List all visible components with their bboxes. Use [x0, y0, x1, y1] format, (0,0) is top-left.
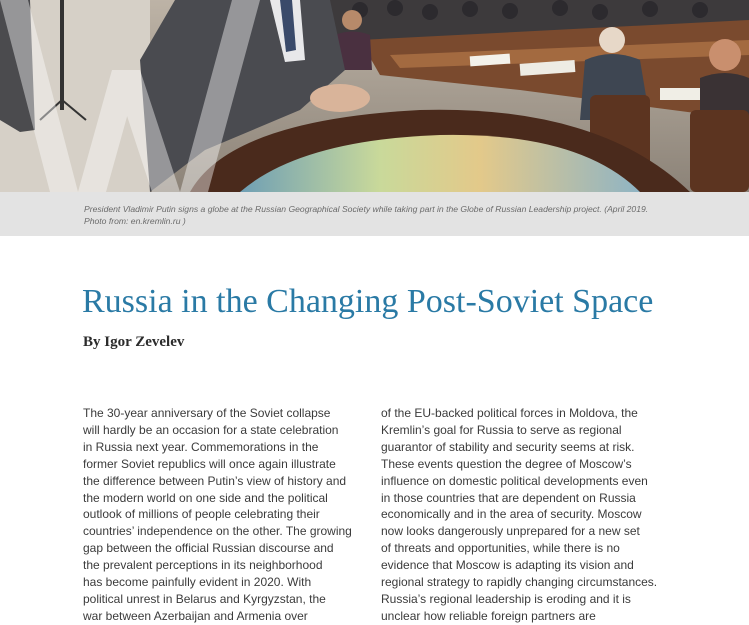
body-line: the difference between Putin’s view of history and — [83, 473, 347, 488]
body-line: will hardly be an occasion for a state celebration — [83, 422, 339, 437]
body-line: These events question the degree of Moscow’s — [381, 456, 632, 471]
body-line: former Soviet republics will once again illustrate — [83, 456, 336, 471]
body-column-left — [83, 405, 373, 625]
body-line: The 30-year anniversary of the Soviet collapse — [83, 406, 331, 420]
body-line: guarantor of stability and security seems at risk. — [381, 439, 635, 454]
body-line: of the EU-backed political forces in Moldova, the — [381, 406, 638, 420]
article-byline: By Igor Zevelev — [83, 334, 185, 350]
article-photo — [0, 0, 749, 192]
photo-caption — [84, 203, 724, 227]
body-line: evidence that Moscow is adapting its vision and — [381, 558, 634, 573]
body-line: outlook of millions of people celebrating their — [83, 507, 320, 522]
body-line: Russia’s regional leadership is eroding and it is — [381, 591, 631, 606]
body-line: unclear how reliable foreign partners are — [381, 608, 596, 623]
body-line: of threats and opportunities, while there is no — [381, 541, 620, 556]
article-title: Russia in the Changing Post-Soviet Space — [82, 283, 654, 320]
body-column-right — [381, 405, 671, 625]
body-line: the prevalent perceptions in its neighborhood — [83, 558, 323, 573]
body-line: the modern world on one side and the political — [83, 490, 328, 505]
body-line: Kremlin’s goal for Russia to serve as regional — [381, 422, 622, 437]
body-line: influence on domestic political developments even — [381, 473, 648, 488]
photo-caption-line-1: President Vladimir Putin signs a globe at the Russian Geographical Society while taking part in the Globe of Russian Leadership project. (April 2019. — [84, 204, 649, 214]
body-line: in Russia next year. Commemorations in the — [83, 439, 319, 454]
body-line: economically and in the area of security. Moscow — [381, 507, 642, 522]
body-line: in those countries that are dependent on Russia — [381, 490, 636, 505]
body-line: now looks dangerously unprepared for a new set — [381, 524, 640, 539]
body-line: regional strategy to rapidly changing circumstances. — [381, 575, 658, 590]
body-line: countries’ independence on the other. The growing — [83, 524, 352, 539]
photo-caption-line-2: Photo from: en.kremlin.ru ) — [84, 216, 186, 226]
body-line: gap between the official Russian discourse and — [83, 541, 334, 556]
photo-illustration — [0, 0, 749, 192]
body-line: has become painfully evident in 2020. With — [83, 575, 312, 590]
body-line: political unrest in Belarus and Kyrgyzstan, the — [83, 591, 326, 606]
body-line: war between Azerbaijan and Armenia over — [83, 608, 308, 623]
